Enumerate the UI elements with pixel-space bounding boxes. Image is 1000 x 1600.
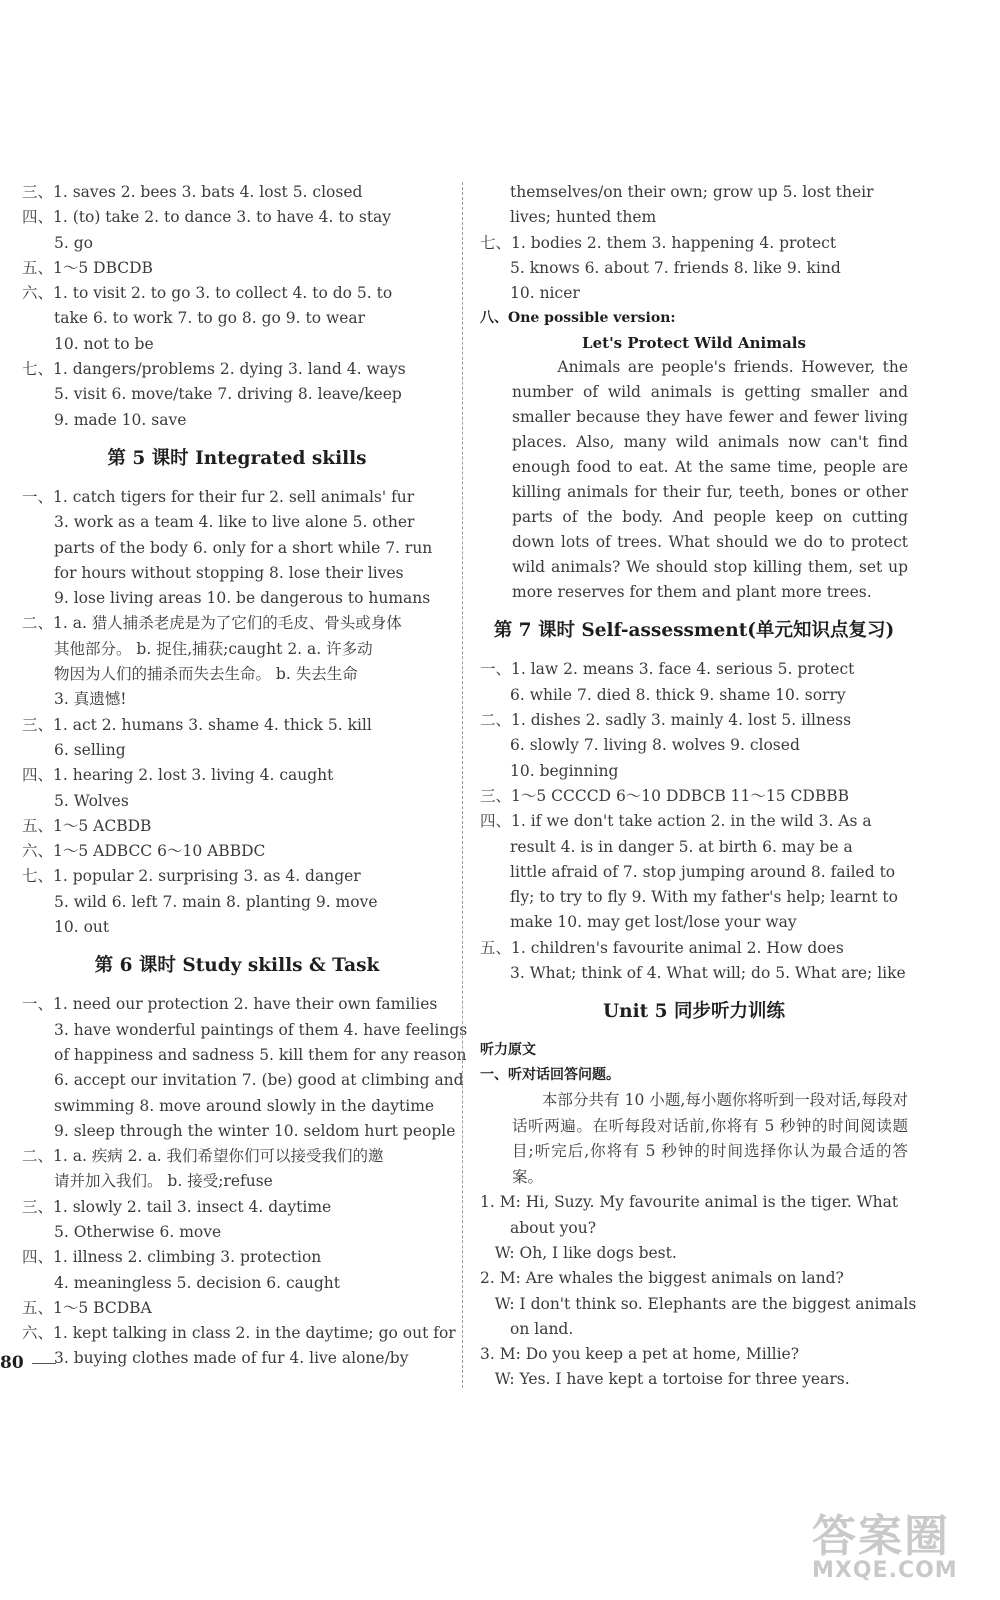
answer-line: 六、1. kept talking in class 2. in the daytime; go out for bbox=[22, 1324, 456, 1343]
answer-line: 一、1. need our protection 2. have their own families bbox=[22, 995, 438, 1014]
answer-line: lives; hunted them bbox=[510, 208, 657, 227]
answer-line: result 4. is in danger 5. at birth 6. may be a bbox=[510, 837, 853, 856]
answer-line: fly; to try to fly 9. With my father's help; learnt to bbox=[510, 888, 898, 907]
answer-line: on land. bbox=[510, 1319, 574, 1338]
answer-line: 三、1. saves 2. bees 3. bats 4. lost 5. closed bbox=[22, 183, 363, 201]
answer-line: take 6. to work 7. to go 8. go 9. to wear bbox=[54, 309, 366, 328]
answer-line: 听力原文 bbox=[480, 1042, 536, 1059]
answer-line: 5. wild 6. left 7. main 8. planting 9. move bbox=[54, 892, 378, 911]
answer-line: 七、1. popular 2. surprising 3. as 4. danger bbox=[22, 867, 361, 886]
section-heading: 第 6 课时 Study skills & Task bbox=[94, 955, 380, 977]
answer-line: 其他部分。 b. 捉住,捕获;caught 2. a. 许多动 bbox=[54, 639, 373, 658]
answer-line: themselves/on their own; grow up 5. lost their bbox=[510, 183, 874, 201]
right-column bbox=[480, 180, 917, 1393]
answer-line: 3. have wonderful paintings of them 4. have feelings bbox=[54, 1020, 468, 1039]
answer-line: 一、听对话回答问题。 bbox=[480, 1067, 620, 1084]
answer-line: 6. accept our invitation 7. (be) good at climbing and bbox=[54, 1071, 464, 1090]
left-column bbox=[22, 180, 468, 1372]
watermark-main: 答案圈 bbox=[812, 1511, 950, 1562]
answer-line: make 10. may get lost/lose your way bbox=[510, 913, 797, 932]
answer-line: parts of the body 6. only for a short while 7. run bbox=[54, 538, 433, 557]
answer-line: swimming 8. move around slowly in the daytime bbox=[54, 1096, 435, 1115]
answer-line: 七、1. bodies 2. them 3. happening 4. protect bbox=[480, 233, 837, 252]
answer-line: 三、1～5 CCCCD 6～10 DDBCB 11～15 CDBBB bbox=[480, 786, 849, 805]
answer-line: 二、1. a. 猎人捕杀老虎是为了它们的毛皮、骨头或身体 bbox=[22, 614, 402, 633]
answer-line: 6. while 7. died 8. thick 9. shame 10. sorry bbox=[510, 685, 846, 704]
paragraph: Animals are people's friends. However, the number of wild animals is getting smaller and smaller because they have fewer and fewer living places. Also, many wild animals now can't find enough food to eat. At the same time, people are killing animals for their fur, teeth, bones or other parts of the body. And people keep on cutting down lots of trees. What should we do to protect wild animals? We should stop killing them, set up more reserves for them and plant more trees. bbox=[512, 358, 908, 602]
answer-line: 物因为人们的捕杀而失去生命。 b. 失去生命 bbox=[54, 665, 358, 684]
answer-line: 3. work as a team 4. like to live alone 5. other bbox=[54, 513, 415, 532]
answer-line: 10. nicer bbox=[510, 284, 580, 303]
answer-line: about you? bbox=[510, 1218, 597, 1237]
section-heading: 第 5 课时 Integrated skills bbox=[107, 447, 367, 469]
answer-line: 五、1～5 DBCDB bbox=[22, 258, 153, 277]
answer-line: 四、1. (to) take 2. to dance 3. to have 4. to stay bbox=[22, 208, 392, 227]
answer-line: 10. out bbox=[54, 918, 110, 937]
answer-line: 一、1. law 2. means 3. face 4. serious 5. protect bbox=[480, 660, 855, 679]
answer-line: 八、One possible version: bbox=[480, 310, 676, 327]
answer-line: 六、1～5 ADBCC 6～10 ABBDC bbox=[22, 842, 266, 861]
answer-line: 3. What; think of 4. What will; do 5. What are; like bbox=[510, 964, 906, 983]
answer-line: 3. 真遗憾! bbox=[54, 690, 127, 709]
answer-line: of happiness and sadness 5. kill them for any reason bbox=[54, 1045, 467, 1064]
answer-line: for hours without stopping 8. lose their lives bbox=[54, 563, 404, 582]
answer-line: Let's Protect Wild Animals bbox=[582, 334, 806, 353]
answer-line: little afraid of 7. stop jumping around 8. failed to bbox=[510, 862, 896, 881]
column-divider bbox=[462, 182, 463, 1388]
answer-line: 二、1. dishes 2. sadly 3. mainly 4. lost 5. illness bbox=[480, 711, 852, 730]
answer-line: 10. not to be bbox=[54, 334, 154, 353]
answer-line: 6. selling bbox=[54, 740, 126, 759]
answer-line: 9. sleep through the winter 10. seldom hurt people bbox=[54, 1121, 456, 1140]
answer-line: 五、1～5 BCDBA bbox=[22, 1298, 152, 1317]
answer-line: W: Yes. I have kept a tortoise for three years. bbox=[480, 1370, 850, 1389]
answer-line: 3. buying clothes made of fur 4. live alone/by bbox=[54, 1349, 409, 1368]
answer-line: 四、1. if we don't take action 2. in the wild 3. As a bbox=[480, 812, 872, 831]
answer-line: 五、1. children's favourite animal 2. How does bbox=[480, 938, 844, 957]
answer-line: 9. lose living areas 10. be dangerous to humans bbox=[54, 589, 431, 608]
page-number: 80 bbox=[0, 1353, 56, 1373]
answer-line: 5. knows 6. about 7. friends 8. like 9. kind bbox=[510, 258, 841, 277]
paragraph: 本部分共有 10 小题,每小题你将听到一段对话,每段对话听两遍。在听每段对话前,你将有 5 秒钟的时间阅读题目;听完后,你将有 5 秒钟的时间选择你认为最合适的答案。 bbox=[512, 1091, 908, 1186]
answer-line: 3. M: Do you keep a pet at home, Millie? bbox=[480, 1345, 800, 1364]
answer-line: 5. Wolves bbox=[54, 791, 129, 810]
answer-line: 四、1. hearing 2. lost 3. living 4. caught bbox=[22, 766, 334, 785]
watermark-logo bbox=[812, 1500, 982, 1596]
answer-line: 5. visit 6. move/take 7. driving 8. leave/keep bbox=[54, 385, 402, 404]
answer-line: 四、1. illness 2. climbing 3. protection bbox=[22, 1248, 322, 1267]
answer-line: 9. made 10. save bbox=[54, 410, 187, 429]
section-heading: Unit 5 同步听力训练 bbox=[603, 1001, 785, 1023]
answer-line: 4. meaningless 5. decision 6. caught bbox=[54, 1273, 340, 1292]
answer-line: 10. beginning bbox=[510, 761, 619, 780]
answer-line: 一、1. catch tigers for their fur 2. sell animals' fur bbox=[22, 487, 415, 506]
answer-line: 请并加入我们。 b. 接受;refuse bbox=[54, 1172, 273, 1191]
answer-line: 三、1. slowly 2. tail 3. insect 4. daytime bbox=[22, 1197, 332, 1216]
section-heading: 第 7 课时 Self-assessment(单元知识点复习) bbox=[493, 620, 895, 642]
answer-line: 1. M: Hi, Suzy. My favourite animal is the tiger. What bbox=[480, 1193, 899, 1212]
answer-line: 5. go bbox=[54, 233, 93, 252]
answer-line: 三、1. act 2. humans 3. shame 4. thick 5. kill bbox=[22, 715, 372, 734]
answer-line: 七、1. dangers/problems 2. dying 3. land 4. ways bbox=[22, 360, 406, 379]
answer-line: 5. Otherwise 6. move bbox=[54, 1222, 222, 1241]
answer-line: W: I don't think so. Elephants are the biggest animals bbox=[480, 1294, 917, 1313]
answer-line: 2. M: Are whales the biggest animals on land? bbox=[480, 1269, 844, 1288]
answer-line: 六、1. to visit 2. to go 3. to collect 4. to do 5. to bbox=[22, 284, 393, 303]
watermark-sub: MXQE.COM bbox=[812, 1558, 958, 1583]
answer-line: 二、1. a. 疾病 2. a. 我们希望你们可以接受我们的邀 bbox=[22, 1147, 384, 1166]
answer-line: 五、1～5 ACBDB bbox=[22, 816, 152, 835]
answer-line: 6. slowly 7. living 8. wolves 9. closed bbox=[510, 736, 800, 755]
answer-line: W: Oh, I like dogs best. bbox=[480, 1243, 677, 1262]
